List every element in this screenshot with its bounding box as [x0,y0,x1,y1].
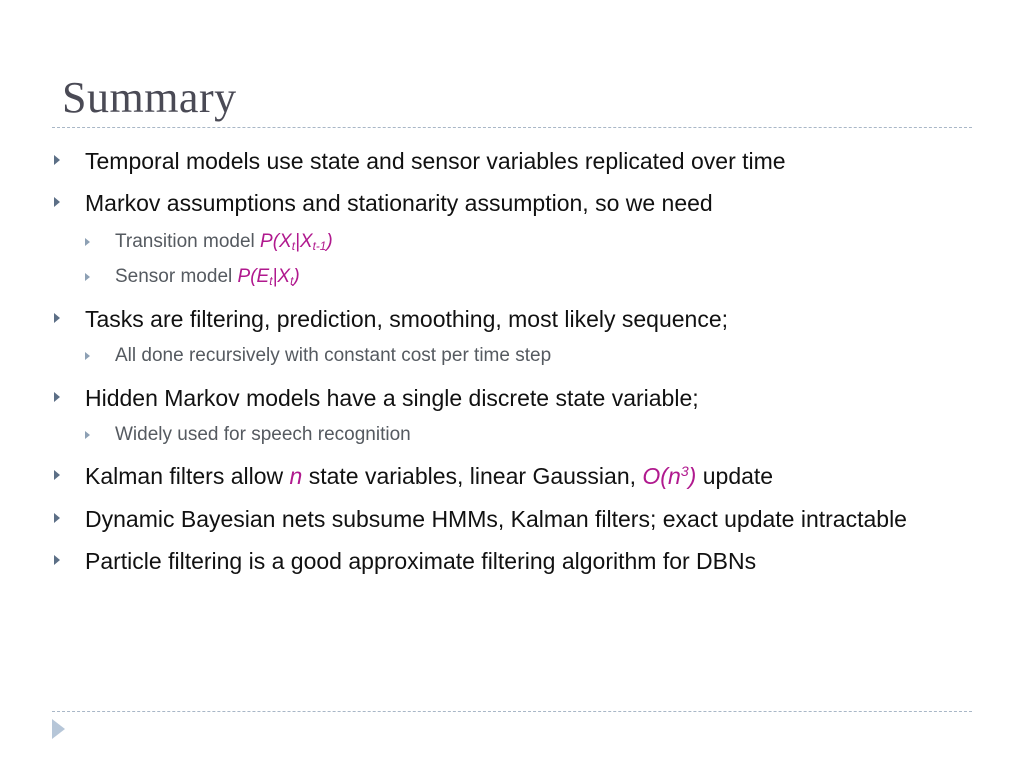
subbullet-text: Sensor model [115,266,238,287]
sensor-formula: $P(E_t|X_t)$ [237,266,300,288]
subbullet-transition-model [115,229,333,255]
play-arrow-icon[interactable] [52,719,65,739]
bullet-text: Particle filtering is a good approximate filtering algorithm for DBNs [85,548,757,574]
bullet-triangle-icon [54,470,60,480]
bullet-kalman [85,461,773,491]
footer-divider [52,711,972,712]
title-divider [52,127,972,128]
bullet-text: Tasks are filtering, prediction, smoothing, most likely sequence; [85,306,729,332]
bullet-dynamic-bayesian [85,504,907,534]
bullet-triangle-icon [54,197,60,207]
bullet-markov-assumptions [85,188,713,218]
subbullet-triangle-icon [85,431,90,439]
transition-formula: $P(X_t|X_{t-1})$ [260,231,333,253]
bullet-particle-filtering [85,546,756,576]
subbullet-triangle-icon [85,273,90,281]
slide-title: Summary [62,73,237,122]
bullet-triangle-icon [54,392,60,402]
bullet-tasks [85,304,728,334]
subbullet-triangle-icon [85,238,90,246]
subbullet-text: All done recursively with constant cost per time step [115,345,552,366]
subbullet-text: Transition model [115,231,261,252]
variable-n: n [289,463,303,489]
bullet-text: Dynamic Bayesian nets subsume HMMs, Kalman filters; exact update intractable [85,506,907,532]
bullet-triangle-icon [54,555,60,565]
subbullet-triangle-icon [85,352,90,360]
bullet-text: Hidden Markov models have a single discrete state variable; [85,385,699,411]
subbullet-speech [115,422,411,448]
bullet-text: Temporal models use state and sensor variables replicated over time [85,148,786,174]
bullet-triangle-icon [54,155,60,165]
bullet-temporal-models [85,146,786,176]
bullet-triangle-icon [54,513,60,523]
bullet-text: Kalman filters allow n state variables, linear Gaussian, $O(n^3)$ update [85,463,774,489]
subbullet-sensor-model [115,264,300,290]
subbullet-recursive [115,343,551,369]
bullet-triangle-icon [54,313,60,323]
bullet-text: Markov assumptions and stationarity assumption, so we need [85,190,713,216]
subbullet-text: Widely used for speech recognition [115,424,411,445]
bullet-hidden-markov [85,383,699,413]
complexity-formula: $O(n^3)$ [642,463,697,489]
